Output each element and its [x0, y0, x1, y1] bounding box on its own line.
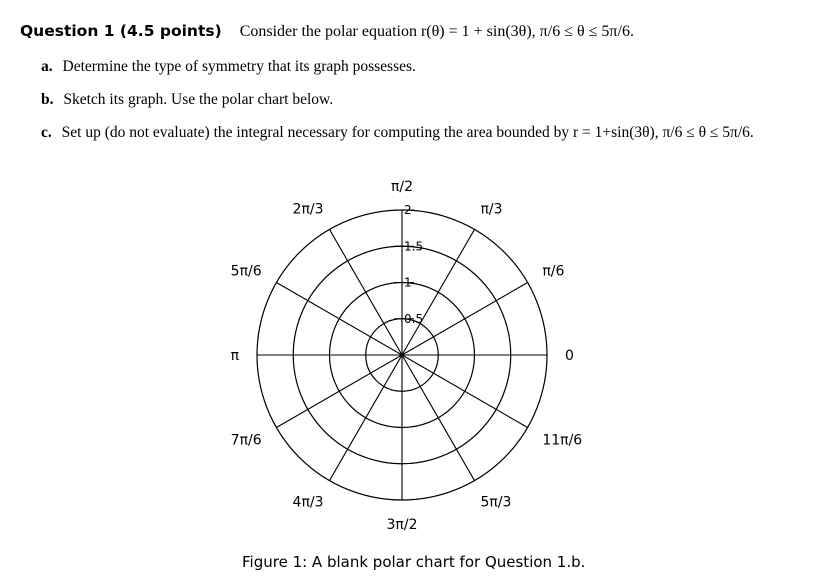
radial-tick-label-1: 0.5	[404, 311, 424, 326]
part-a-label: a.	[41, 58, 53, 75]
angle-label-5: 2π/3	[292, 201, 324, 218]
angle-label-2: π/6	[542, 263, 565, 280]
angle-label-8: 7π/6	[230, 432, 262, 449]
part-c-text: Set up (do not evaluate) the integral necessary for computing the area bounded by r = 1+sin(3θ), π/6 ≤ θ ≤ 5π/6.	[61, 124, 754, 141]
angle-label-12: 11π/6	[542, 432, 583, 449]
grid-spoke-6	[276, 283, 402, 356]
grid-spoke-11	[402, 355, 475, 481]
angle-label-11: 5π/3	[480, 494, 512, 511]
grid-spoke-12	[402, 355, 528, 428]
angle-label-10: 3π/2	[386, 517, 418, 533]
radial-tick-label-4: 2	[404, 203, 412, 217]
radial-tick-label-2: 1	[404, 275, 412, 290]
figure-caption: Figure 1: A blank polar chart for Question 1.b.	[242, 553, 586, 571]
angle-label-3: π/3	[480, 201, 503, 218]
angle-label-7: π	[230, 348, 239, 364]
question-header: Question 1 (4.5 points)	[20, 22, 222, 40]
part-b-label: b.	[41, 91, 54, 108]
question-intro: Consider the polar equation r(θ) = 1 + sin(3θ), π/6 ≤ θ ≤ 5π/6.	[239, 23, 634, 40]
part-c-label: c.	[41, 124, 52, 141]
grid-spoke-5	[330, 229, 403, 355]
angle-label-9: 4π/3	[292, 494, 324, 511]
radial-tick-label-3: 1.5	[404, 239, 424, 254]
angle-label-4: π/2	[390, 179, 414, 195]
angle-label-6: 5π/6	[230, 263, 262, 280]
part-a-text: Determine the type of symmetry that its graph possesses.	[62, 58, 416, 75]
part-b-text: Sketch its graph. Use the polar chart below.	[63, 91, 334, 108]
grid-spoke-8	[276, 355, 402, 428]
grid-spoke-9	[330, 355, 403, 481]
angle-label-1: 0	[565, 348, 574, 364]
